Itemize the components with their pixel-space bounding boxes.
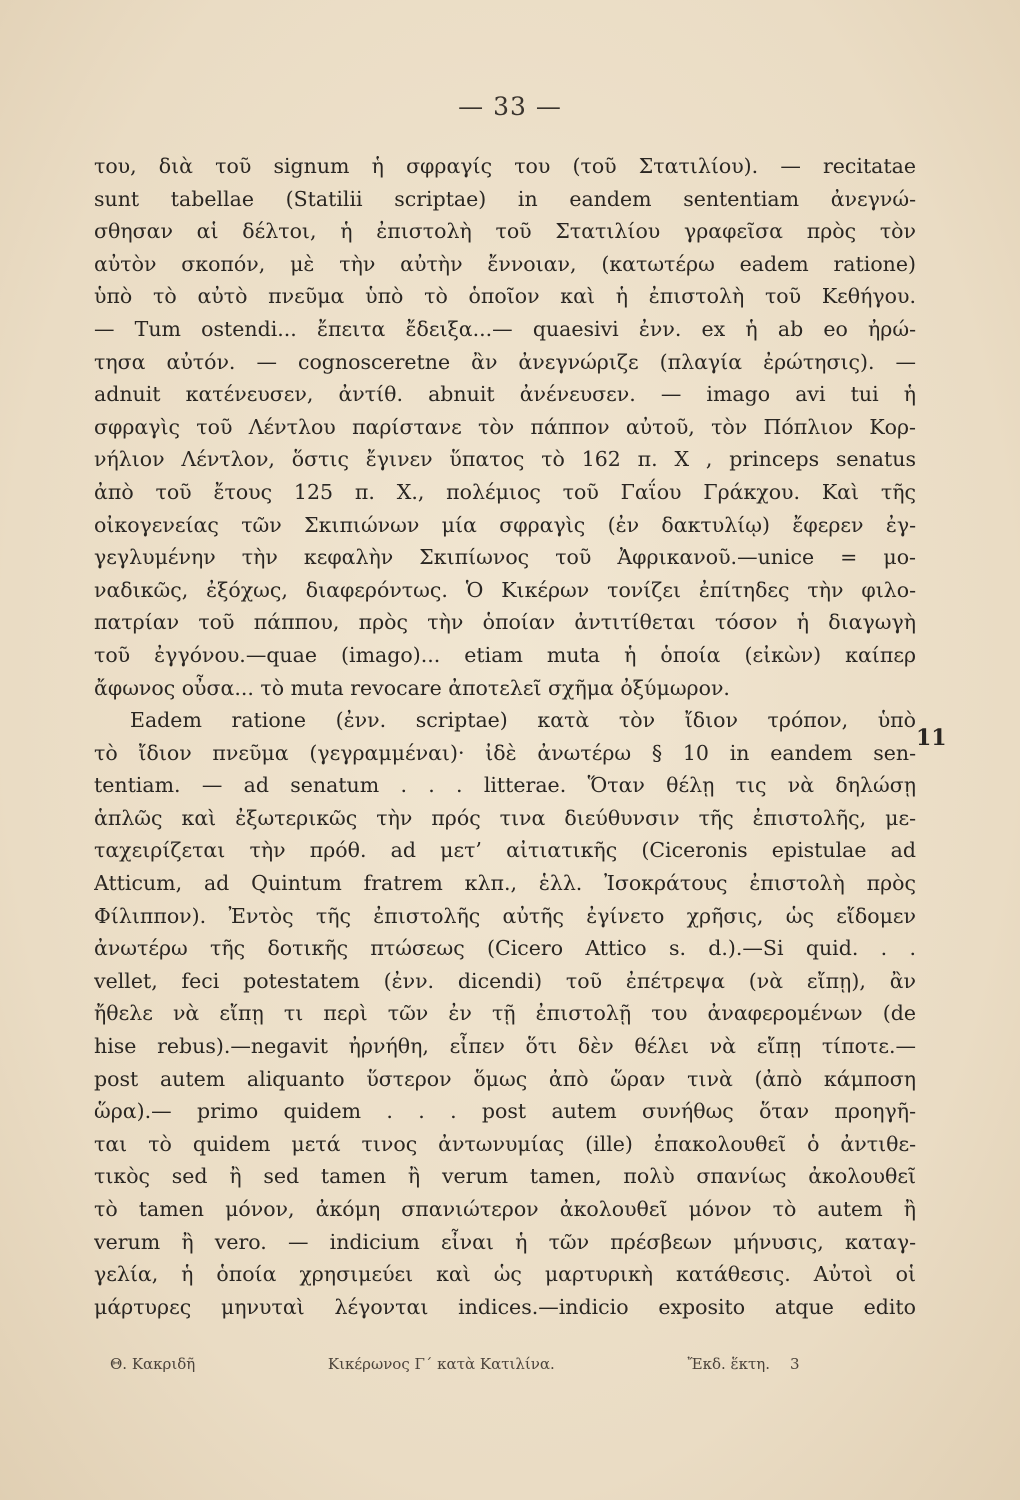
footer-signature: 3 [790, 1355, 800, 1373]
text-line: σφραγὶς τοῦ Λέντλου παρίστανε τὸν πάππον αὐτοῦ, τὸν Πόπλιον Κορ- [94, 414, 916, 439]
text-line: σθησαν αἱ δέλτοι, ἡ ἐπιστολὴ τοῦ Στατιλίου γραφεῖσα πρὸς τὸν [94, 219, 916, 244]
text-line: ἄφωνος οὖσα... τὸ muta revocare ἀποτελεῖ σχῆμα ὀξύμωρον. [94, 675, 730, 700]
text-line: adnuit κατένευσεν, ἀντίθ. abnuit ἀνένευσεν. — imago avi tui ἡ [94, 382, 916, 407]
text-line: τικὸς sed ἢ sed tamen ἢ verum tamen, πολὺ σπανίως ἀκολουθεῖ [94, 1164, 916, 1189]
text-line: post autem aliquanto ὕστερον ὅμως ἀπὸ ὥραν τινὰ (ἀπὸ κάμποση [94, 1066, 916, 1091]
text-line: vellet, feci potestatem (ἐνν. dicendi) τοῦ ἐπέτρεψα (νὰ εἴπῃ), ἂν [94, 968, 916, 993]
text-line: μάρτυρες μηνυταὶ λέγονται indices.—indicio exposito atque edito [94, 1294, 916, 1319]
footer-author: Θ. Κακριδῆ [110, 1355, 196, 1373]
text-line: Φίλιππον). Ἐντὸς τῆς ἐπιστολῆς αὐτῆς ἐγίνετο χρῆσις, ὡς εἴδομεν [94, 903, 916, 928]
text-line: ἀνωτέρω τῆς δοτικῆς πτώσεως (Cicero Attico s. d.).—Si quid. . . [94, 936, 916, 961]
text-line: ναδικῶς, ἐξόχως, διαφερόντως. Ὁ Κικέρων τονίζει ἐπίτηδες τὴν φιλο- [94, 577, 916, 602]
text-line: ταχειρίζεται τὴν πρόθ. ad μετ’ αἰτιατικῆς (Ciceronis epistulae ad [94, 838, 916, 863]
text-line: γελία, ἡ ὁποία χρησιμεύει καὶ ὡς μαρτυρικὴ κατάθεσις. Αὐτοὶ οἱ [94, 1262, 916, 1287]
text-line: τὸ tamen μόνον, ἀκόμη σπανιώτερον ἀκολουθεῖ μόνον τὸ autem ἢ [94, 1197, 916, 1221]
text-line: — Tum ostendi... ἔπειτα ἔδειξα...— quaesivi ἐνν. ex ἡ ab eo ἠρώ- [94, 316, 916, 341]
footer-work: Κικέρωνος Γ´ κατὰ Κατιλίνα. [327, 1355, 555, 1373]
text-body [94, 150, 916, 1323]
text-line: του, διὰ τοῦ signum ἡ σφραγίς του (τοῦ Στατιλίου). — recitatae [94, 154, 916, 178]
text-line: πατρίαν τοῦ πάππου, πρὸς τὴν ὁποίαν ἀντιτίθεται τόσον ἡ διαγωγὴ [94, 610, 916, 635]
text-line: sunt tabellae (Statilii scriptae) in eandem sententiam ἀνεγνώ- [94, 186, 916, 211]
text-line: ἀπὸ τοῦ ἔτους 125 π. Χ., πολέμιος τοῦ Γαΐου Γράκχου. Καὶ τῆς [94, 479, 916, 504]
text-line: τοῦ ἐγγόνου.—quae (imago)... etiam muta ἡ ὁποία (εἰκὼν) καίπερ [94, 642, 916, 667]
text-line: hise rebus).—negavit ἠρνήθη, εἶπεν ὅτι δὲν θέλει νὰ εἴπῃ τίποτε.— [94, 1034, 916, 1059]
text-line: ται τὸ quidem μετά τινος ἀντωνυμίας (ille) ἐπακολουθεῖ ὁ ἀντιθε- [94, 1131, 916, 1156]
text-line: ἁπλῶς καὶ ἐξωτερικῶς τὴν πρός τινα διεύθυνσιν τῆς ἐπιστολῆς, με- [94, 805, 916, 830]
text-line: tentiam. — ad senatum . . . litterae. Ὅταν θέλῃ τις νὰ δηλώσῃ [94, 773, 916, 798]
margin-section-number: 11 [916, 725, 947, 751]
text-line: οἰκογενείας τῶν Σκιπιώνων μία σφραγὶς (ἐν δακτυλίῳ) ἔφερεν ἐγ- [94, 512, 916, 537]
text-line: ἤθελε νὰ εἴπῃ τι περὶ τῶν ἐν τῇ ἐπιστολῇ του ἀναφερομένων (de [94, 1001, 916, 1026]
page-number: — 33 — [458, 92, 562, 121]
text-line: τησα αὐτόν. — cognosceretne ἂν ἀνεγνώριζε (πλαγία ἐρώτησις). — [94, 349, 916, 374]
text-line: verum ἢ vero. — indicium εἶναι ἡ τῶν πρέσβεων μήνυσις, καταγ- [94, 1229, 916, 1254]
text-line: ὑπὸ τὸ αὐτὸ πνεῦμα ὑπὸ τὸ ὁποῖον καὶ ἡ ἐπιστολὴ τοῦ Κεθήγου. [94, 284, 916, 309]
text-line: τὸ ἴδιον πνεῦμα (γεγραμμέναι)· ἰδὲ ἀνωτέρω § 10 in eandem sen- [94, 740, 916, 765]
footer-edition: Ἔκδ. ἕκτη. [687, 1355, 770, 1373]
text-line: Atticum, ad Quintum fratrem κλπ., ἑλλ. Ἰσοκράτους ἐπιστολὴ πρὸς [94, 871, 916, 896]
text-line: νήλιον Λέντλον, ὅστις ἔγινεν ὕπατος τὸ 162 π. Χ , princeps senatus [94, 447, 916, 472]
text-line: Eadem ratione (ἐνν. scriptae) κατὰ τὸν ἴδιον τρόπον, ὑπὸ [130, 708, 916, 733]
text-line: αὐτὸν σκοπόν, μὲ τὴν αὐτὴν ἔννοιαν, (κατωτέρω eadem ratione) [94, 251, 916, 276]
page-footer [110, 1355, 770, 1373]
text-line: ὥρα).— primo quidem . . . post autem συνήθως ὅταν προηγῆ- [94, 1099, 916, 1124]
text-line: γεγλυμένην τὴν κεφαλὴν Σκιπίωνος τοῦ Ἀφρικανοῦ.—unice = μο- [94, 545, 916, 570]
